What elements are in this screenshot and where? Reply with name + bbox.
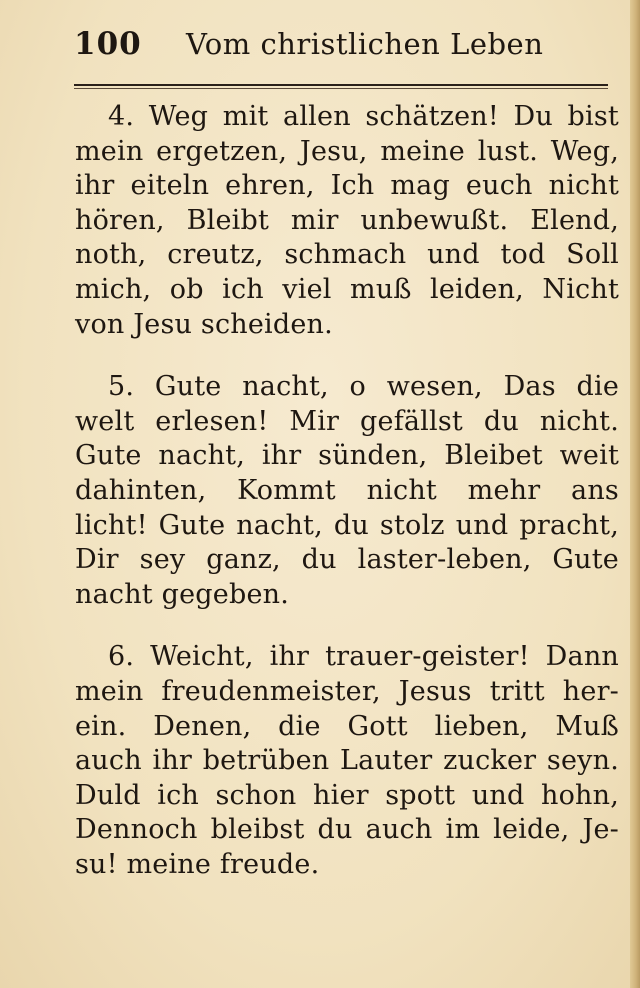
stanza-5 [75,370,619,612]
text-line: Duld ich schon hier spott und hohn, [75,779,619,811]
text-line: licht! Gute nacht, du stolz und pracht, [75,509,619,541]
text-line: nacht gegeben. [75,578,289,610]
stanza-6 [75,640,619,882]
text-line: welt erlesen! Mir gefällst du nicht. [75,405,619,437]
text-line: 4. Weg mit allen schätzen! Du bist [108,101,619,132]
hymn-text [75,100,619,910]
text-line: noth, creutz, schmach und tod Soll [75,239,619,271]
text-line: mich, ob ich viel muß leiden, Nicht [75,273,619,305]
stanza-4 [75,100,619,342]
text-line: von Jesu scheiden. [75,308,333,340]
text-line: ihr eiteln ehren, Ich mag euch nicht [75,170,619,202]
page-edge [630,0,640,988]
text-line: su! meine freude. [75,848,320,880]
text-line: dahinten, Kommt nicht mehr ans [75,474,619,506]
text-line: hören, Bleibt mir unbewußt. Elend, [75,204,619,236]
text-line: 6. Weicht, ihr trauer-geister! Dann [108,641,619,673]
text-line: ein. Denen, die Gott lieben, Muß [75,710,619,742]
running-title: Vom christlichen Leben [186,27,544,61]
text-line: 5. Gute nacht, o wesen, Das die [108,371,619,403]
page-number: 100 [74,26,142,62]
header-rule-thin [74,88,608,89]
text-line: Dir sey ganz, du laster-leben, Gute [75,544,619,576]
text-line: auch ihr betrüben Lauter zucker seyn. [75,745,619,777]
text-line: mein freudenmeister, Jesus tritt her- [75,675,619,707]
text-line: Dennoch bleibst du auch im leide, Je- [75,814,619,846]
page-header [0,0,640,80]
text-line: Gute nacht, ihr sünden, Bleibet weit [75,440,619,472]
text-line: mein ergetzen, Jesu, meine lust. Weg, [75,135,619,167]
header-rule [74,84,608,86]
